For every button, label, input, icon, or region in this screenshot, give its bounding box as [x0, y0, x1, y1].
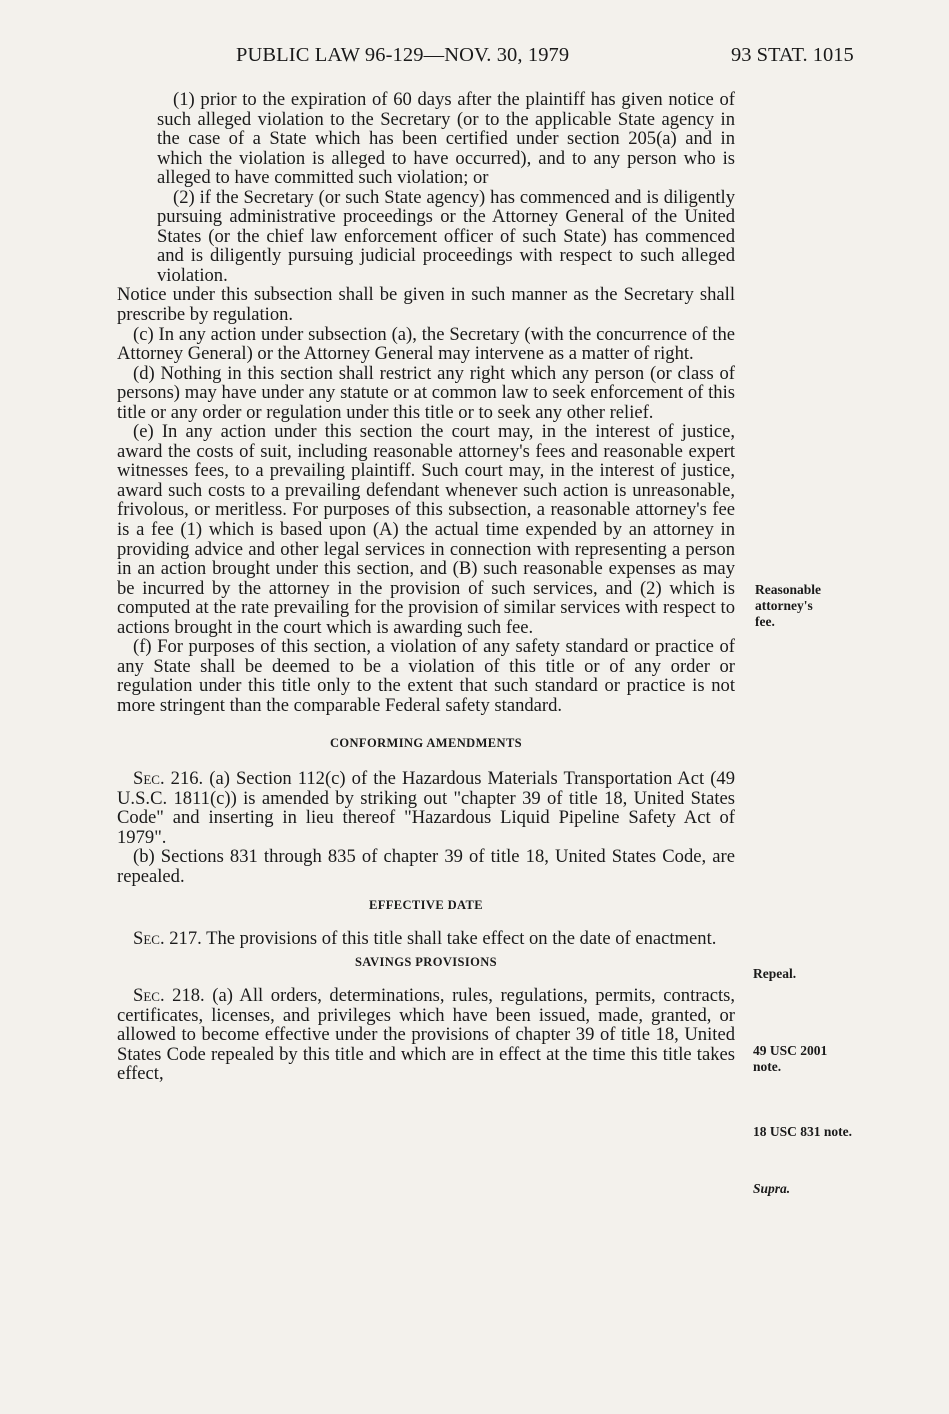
- section-217: [117, 929, 735, 949]
- heading-savings-provisions: SAVINGS PROVISIONS: [354, 955, 498, 970]
- section-218-a: [117, 986, 735, 1084]
- margin-note-repeal: Repeal.: [753, 966, 797, 981]
- paragraph-notice: Notice under this subsection shall be given in such manner as the Secretary shall prescribe by regulation.: [117, 284, 735, 326]
- margin-note-reasonable-fee: [755, 582, 821, 630]
- paragraph-item-1: (1) prior to the expiration of 60 days after the plaintiff has given notice of such alleged violation to the Secretary (or to the applicable State agency in the case of a State which has been certified under section 205(a) and in which the violation is alleged to have occurred), and to any person who is alleged to have committed such violation; or: [157, 89, 735, 189]
- section-218-a-text: 218. (a) All orders, determinations, rules, regulations, permits, contracts, certificates, licenses, and privileges which have been issued, made, granted, or allowed to become effective under the provisions of chapter 39 of title 18, United States Code repealed by this title and which are in effect at the time this title takes effect,: [117, 984, 735, 1085]
- running-head: PUBLIC LAW 96-129—NOV. 30, 1979: [236, 44, 570, 66]
- section-label: Sec.: [133, 768, 165, 790]
- section-216-b: (b) Sections 831 through 835 of chapter 39 of title 18, United States Code, are repealed.: [117, 846, 735, 887]
- margin-note-supra: Supra.: [753, 1181, 791, 1196]
- heading-conforming-amendments: CONFORMING AMENDMENTS: [329, 735, 523, 750]
- section-label: Sec.: [133, 927, 165, 949]
- subsection-c: (c) In any action under subsection (a), the Secretary (with the concurrence of the Attorney General) or the Attorney General may intervene as a matter of right.: [117, 323, 735, 365]
- page-stat-number: 93 STAT. 1015: [731, 44, 854, 66]
- margin-note-line: attorney's: [755, 598, 813, 613]
- margin-note-line: note.: [753, 1059, 782, 1074]
- margin-note-line: fee.: [755, 614, 775, 629]
- subsection-e: (e) In any action under this section the court may, in the interest of justice, award the costs of suit, including reasonable attorney's fees and reasonable expert witnesses fees, to a prevailing plaintiff. Such court may, in the interest of justice, award such costs to a prevailing defendant whenever such action is unreasonable, frivolous, or meritless. For purposes of this subsection, a reasonable attorney's fee is a fee (1) which is based upon (A) the actual time expended by an attorney in providing advice and other legal services in connection with representing a person in an action brought under this section, and (B) such reasonable expenses as may be incurred by the attorney in the provision of such services, and (2) which is computed at the rate prevailing for the provision of similar services with respect to actions brought in the court which is awarding such fee.: [117, 421, 735, 638]
- section-217-text: 217. The provisions of this title shall take effect on the date of enactment.: [164, 927, 717, 949]
- section-label: Sec.: [133, 984, 165, 1006]
- subsection-d: (d) Nothing in this section shall restrict any right which any person (or class of persons) may have under any statute or at common law to seek enforcement of this title or any order or regulation under this title or to seek any other relief.: [117, 362, 735, 423]
- subsection-f: (f) For purposes of this section, a violation of any safety standard or practice of any State shall be deemed to be a violation of this title or of any order or regulation under this title only to the extent that such standard or practice is not more stringent than the comparable Federal safety standard.: [117, 636, 735, 716]
- margin-note-49-usc-2001: [753, 1043, 827, 1075]
- section-216-a: [117, 769, 735, 847]
- section-216-a-text: 216. (a) Section 112(c) of the Hazardous Materials Transportation Act (49 U.S.C. 1811(c)) is amended by striking out "chapter 39 of title 18, United States Code" and inserting in lieu thereof "Hazardous Liquid Pipeline Safety Act of 1979".: [117, 768, 735, 848]
- margin-note-line: 49 USC 2001: [753, 1043, 828, 1058]
- margin-note-line: Reasonable: [755, 582, 822, 597]
- heading-effective-date: EFFECTIVE DATE: [368, 898, 484, 913]
- paragraph-item-2: (2) if the Secretary (or such State agency) has commenced and is diligently pursuing administrative proceedings or the Attorney General of the United States (or the chief law enforcement officer of such State) has commenced and is diligently pursuing judicial proceedings with respect to such alleged violation.: [157, 186, 735, 286]
- margin-note-18-usc-831: 18 USC 831 note.: [753, 1124, 853, 1139]
- statute-body: [117, 90, 735, 1084]
